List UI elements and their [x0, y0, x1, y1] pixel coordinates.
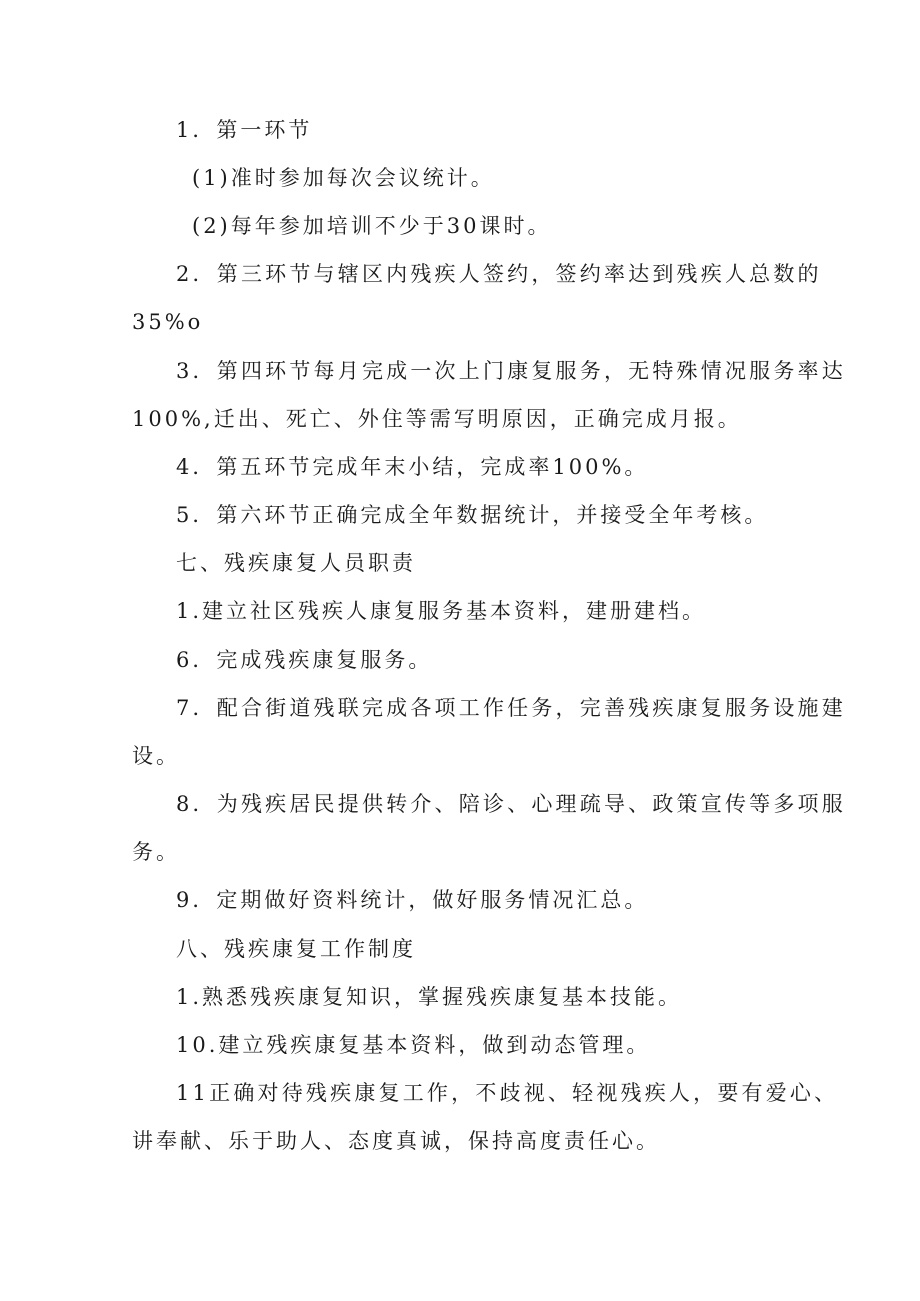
item-4: 4．第五环节完成年末小结，完成率100%。 [176, 455, 649, 479]
section-8-heading: 八、残疾康复工作制度 [176, 937, 416, 961]
item-2-continuation: 35%o [132, 310, 204, 334]
duty-item-1: 1.建立社区残疾人康复服务基本资料，建册建档。 [176, 599, 707, 623]
item-3-continuation: 100%,迁出、死亡、外住等需写明原因，正确完成月报。 [132, 407, 742, 431]
duty-item-8-continuation: 务。 [132, 840, 180, 864]
item-1-heading: 1．第一环节 [176, 118, 313, 142]
rule-item-1: 1.熟悉残疾康复知识，掌握残疾康复基本技能。 [176, 985, 683, 1009]
item-3: 3．第四环节每月完成一次上门康复服务，无特殊情况服务率达 [176, 359, 846, 383]
item-5: 5．第六环节正确完成全年数据统计，并接受全年考核。 [176, 503, 769, 527]
item-2: 2．第三环节与辖区内残疾人签约，签约率达到残疾人总数的 [176, 262, 822, 286]
section-7-heading: 七、残疾康复人员职责 [176, 551, 416, 575]
sub-item-2: (2)每年参加培训不少于30课时。 [192, 214, 552, 238]
rule-item-11-continuation: 讲奉献、乐于助人、态度真诚，保持高度责任心。 [132, 1129, 660, 1153]
duty-item-9: 9．定期做好资料统计，做好服务情况汇总。 [176, 888, 649, 912]
duty-item-7: 7．配合街道残联完成各项工作任务，完善残疾康复服务设施建 [176, 696, 846, 720]
duty-item-6: 6．完成残疾康复服务。 [176, 648, 433, 672]
rule-item-11: 11正确对待残疾康复工作，不歧视、轻视残疾人，要有爱心、 [176, 1081, 839, 1105]
duty-item-7-continuation: 设。 [132, 744, 180, 768]
rule-item-10: 10.建立残疾康复基本资料，做到动态管理。 [176, 1033, 651, 1057]
duty-item-8: 8．为残疾居民提供转介、陪诊、心理疏导、政策宣传等多项服 [176, 792, 846, 816]
sub-item-1: (1)准时参加每次会议统计。 [192, 166, 495, 190]
